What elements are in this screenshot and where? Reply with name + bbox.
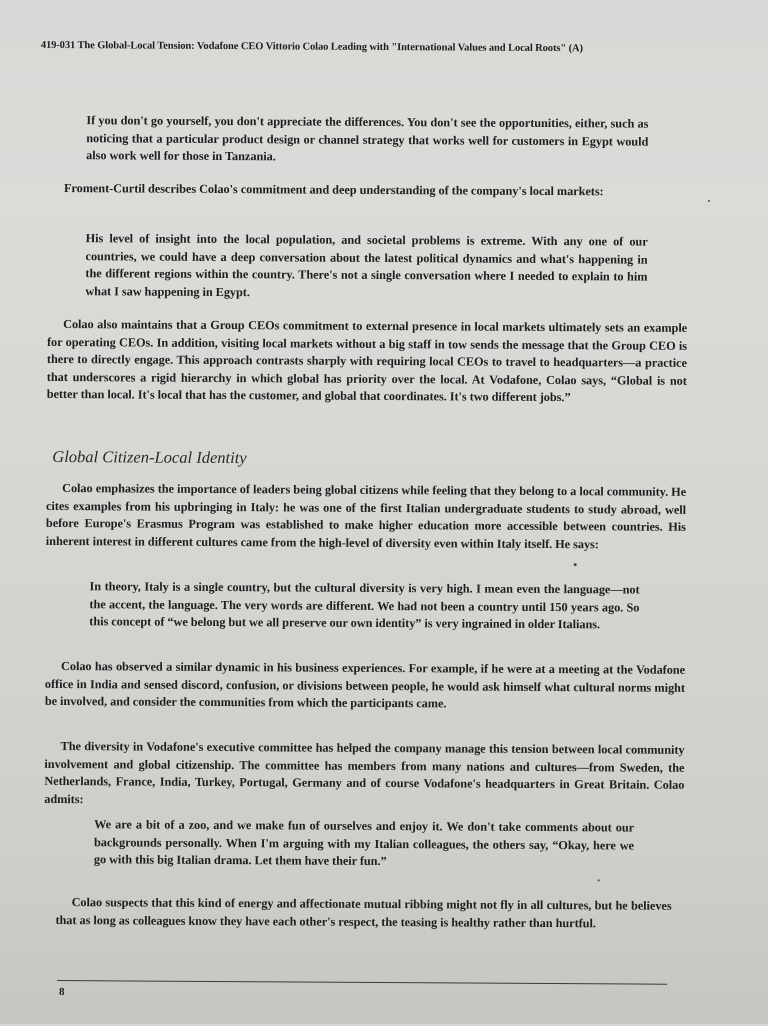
paragraph-5: The diversity in Vodafone's executive committee has helped the company manage this tension between local community involvement and global citizenship. The committee has members from many nations and cultures—from Sweden, the Netherlands, France, India, Turkey, Portugal, Germany and of course Vodafone's headquarters in Great Britain. Colao admits:	[44, 739, 685, 806]
paragraph-1: Froment-Curtil describes Colao's commitment and deep understanding of the company's local markets:	[63, 181, 604, 199]
dust-speck	[598, 879, 600, 881]
paragraph-6: Colao suspects that this kind of energy and affectionate mutual ribbing might not fly in all cultures, but he believes that as long as colleagues know they have each other's respect, the teasing is healthy rather than hurtful.	[55, 895, 672, 930]
block-quote-1: If you don't go yourself, you don't appreciate the differences. You don't see the opportunities, either, such as noticing that a particular product design or channel strategy that works well for customers in Egypt would also work well for those in Tanzania.	[86, 113, 649, 164]
running-head: 419-031 The Global-Local Tension: Vodafone CEO Vittorio Colao Leading with "International Values and Local Roots" (A)	[40, 39, 583, 55]
dust-speck	[574, 563, 577, 566]
paragraph-2: Colao also maintains that a Group CEOs commitment to external presence in local markets ultimately sets an example for operating CEOs. In addition, visiting local markets without a big staff in tow sends the message that the Group CEO is there to directly engage. This approach contrasts sharply with requiring local CEOs to travel to headquarters—a practice that underscores a rigid hierarchy in which global has priority over the local. At Vodafone, Colao says, “Global is not better than local. It's local that has the customer, and global that coordinates. It's two different jobs.”	[46, 317, 688, 405]
page-number: 8	[59, 986, 65, 999]
block-quote-4: We are a bit of a zoo, and we make fun of ourselves and enjoy it. We don't take comments about our backgrounds personally. When I'm arguing with my Italian colleagues, the others say, “Okay, here we go with this big Italian drama. Let them have their fun.”	[93, 817, 635, 869]
footer-rule	[57, 980, 667, 985]
block-quote-3: In theory, Italy is a single country, but the cultural diversity is very high. I mean even the language—not the accent, the language. The very words are different. We had not been a country until 150 years ago. So this concept of “we belong but we all preserve our own identity” is very ingrained in older Italians.	[89, 579, 640, 632]
block-quote-2: His level of insight into the local population, and societal problems is extreme. With any one of our countries, we could have a deep conversation about the latest political dynamics and what's happening in the different regions within the country. There's not a single conversation where I needed to explain to him what I saw happening in Egypt.	[85, 231, 648, 299]
section-heading: Global Citizen-Local Identity	[52, 446, 247, 468]
dust-speck	[708, 200, 710, 202]
paragraph-4: Colao has observed a similar dynamic in his business experiences. For example, if he were at a meeting at the Vodafone office in India and sensed discord, confusion, or divisions between people, he would ask himself what cultural norms might be involved, and consider the communities from which the participants came.	[44, 659, 686, 711]
paragraph-3: Colao emphasizes the importance of leaders being global citizens while feeling that they belong to a local community. He cites examples from his upbringing in Italy: he was one of the first Italian undergraduate students to study abroad, well before Europe's Erasmus Program was established to make higher education more accessible between countries. His inherent interest in different cultures came from the high-level of diversity even within Italy itself. He says:	[45, 481, 687, 551]
